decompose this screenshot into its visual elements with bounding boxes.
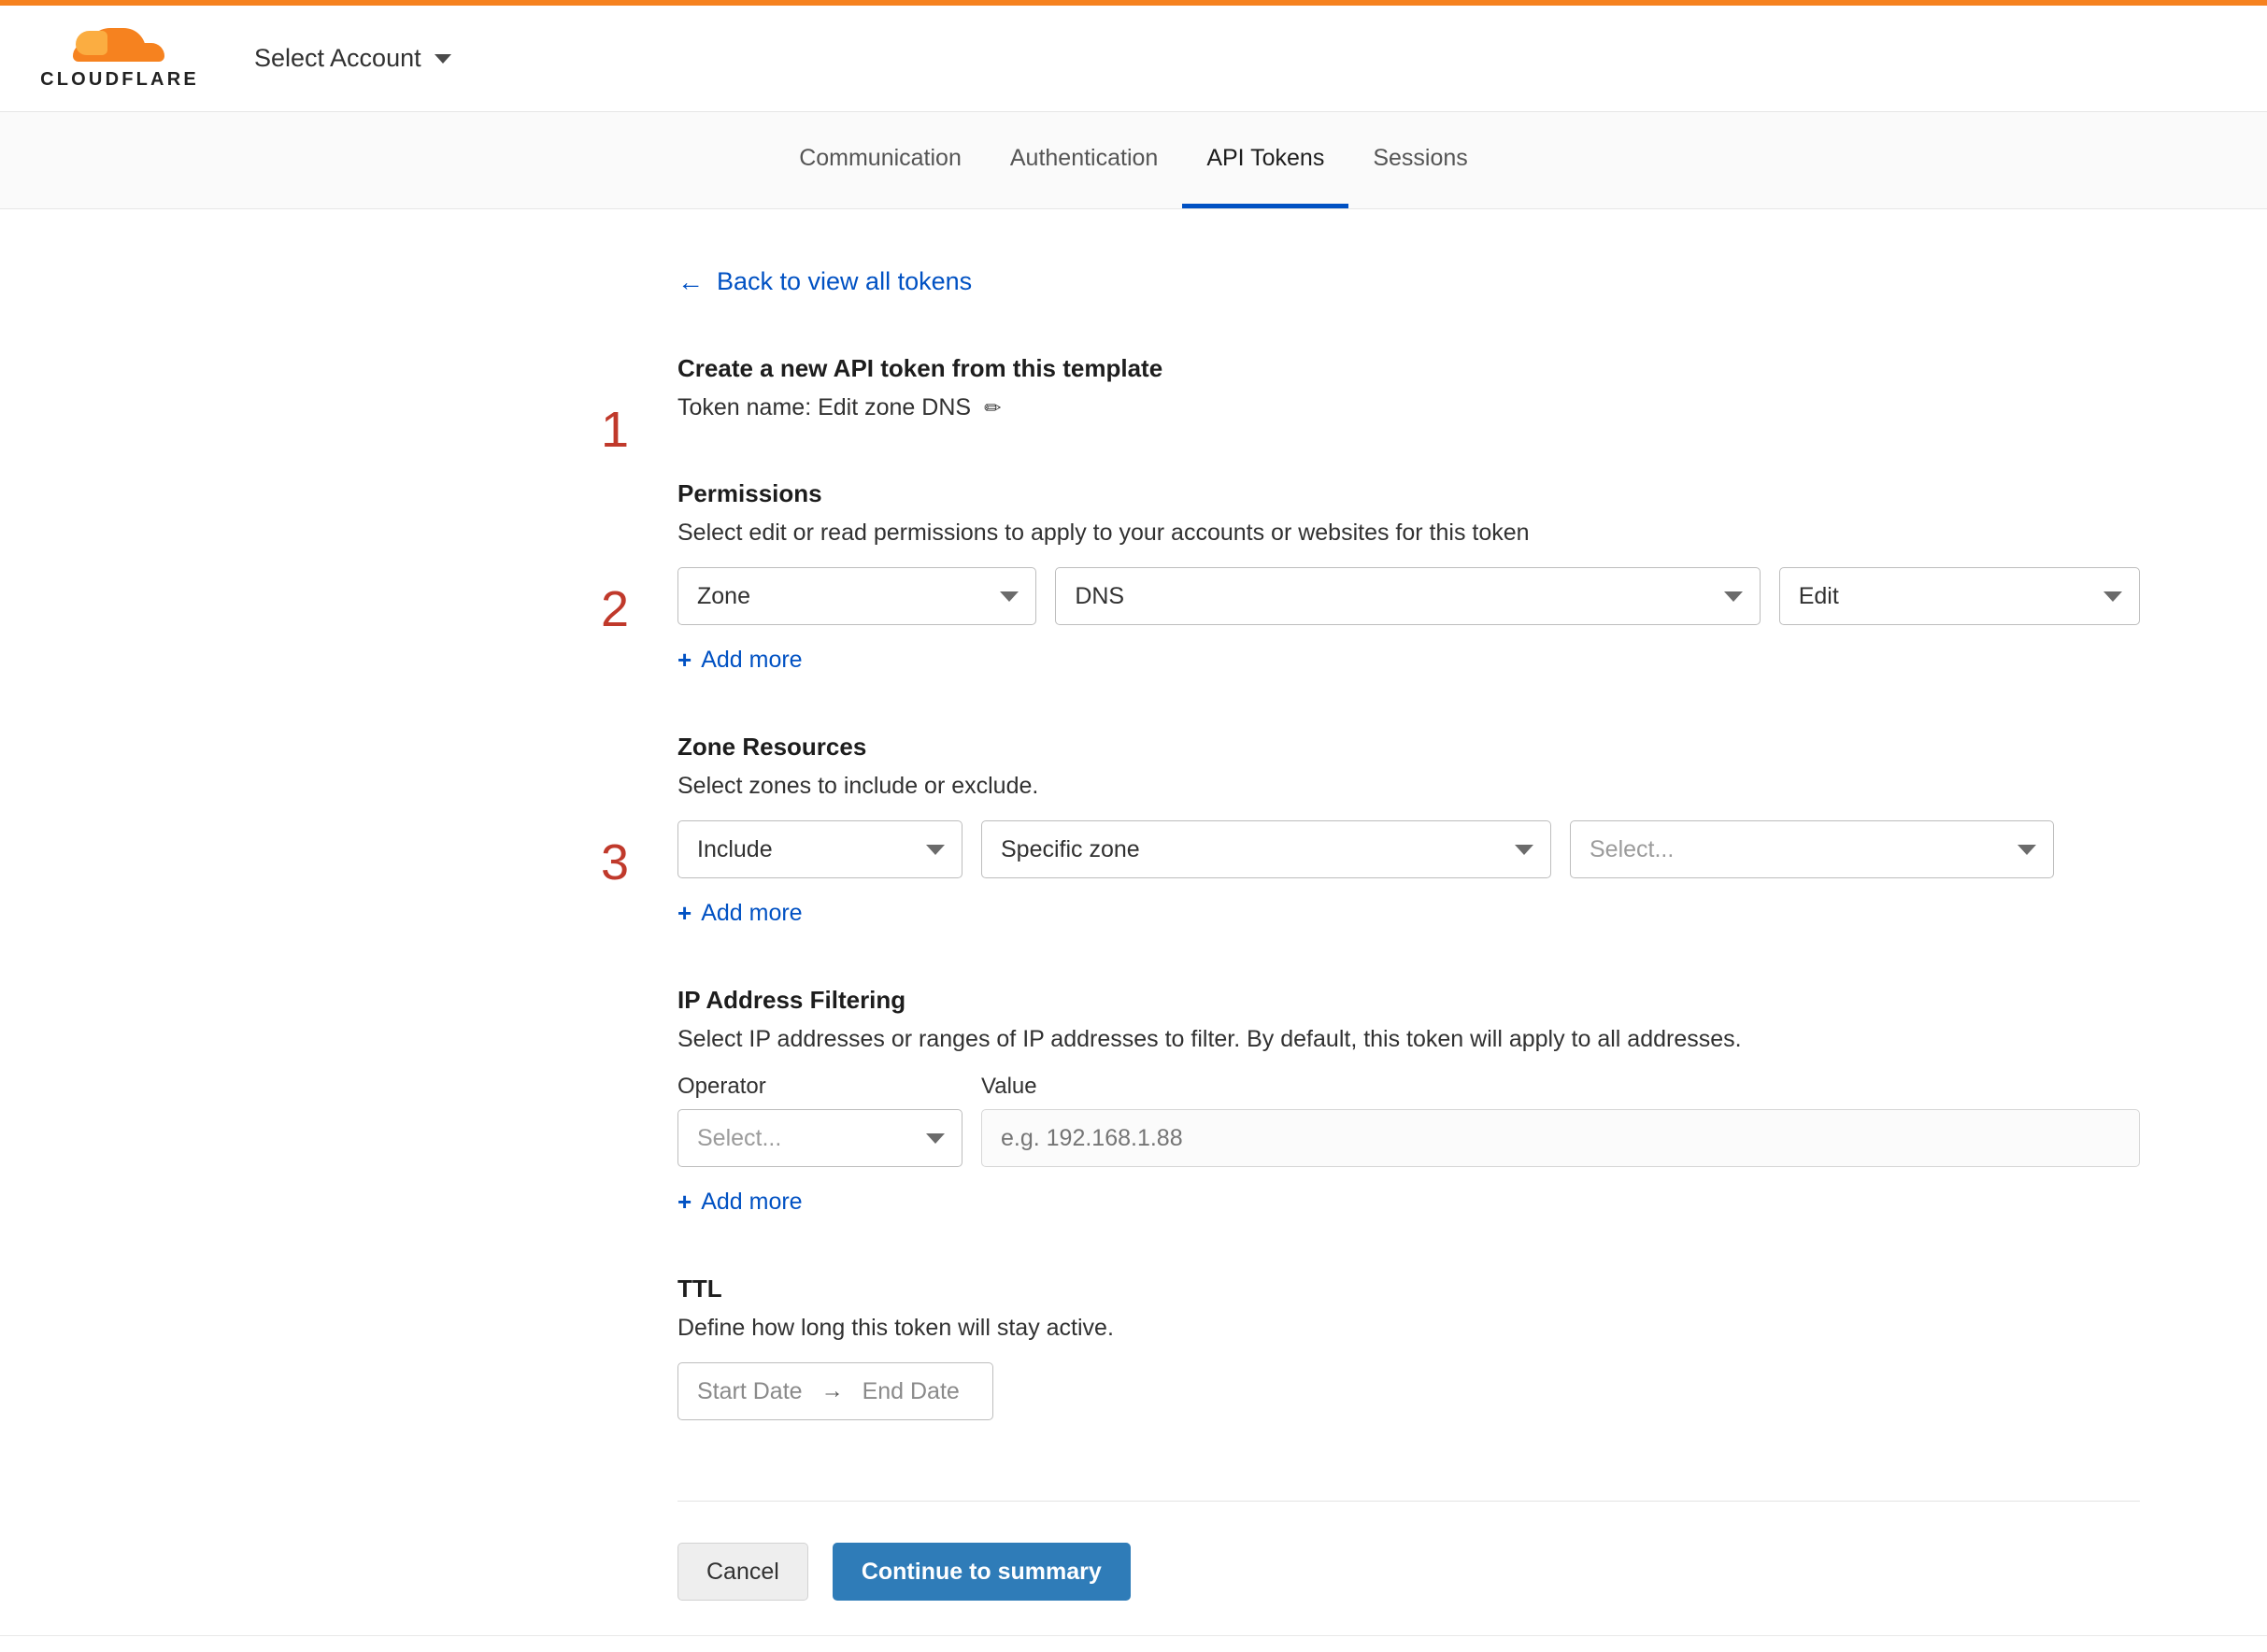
- tab-label: Sessions: [1373, 144, 1468, 171]
- cloud-icon: [71, 26, 168, 65]
- plus-icon: +: [677, 646, 692, 674]
- permission-resource-select[interactable]: [1055, 567, 1760, 625]
- chevron-down-icon: [2017, 845, 2036, 855]
- operator-label: Operator: [677, 1074, 766, 1099]
- tab-authentication[interactable]: [986, 112, 1182, 208]
- zone-resources-row: [677, 820, 2140, 878]
- chevron-down-icon: [435, 54, 451, 64]
- chevron-down-icon: [926, 1133, 945, 1144]
- arrow-left-icon: ←: [677, 266, 704, 296]
- account-selector-label: Select Account: [254, 44, 421, 72]
- nav-tabs: [0, 112, 2267, 209]
- chevron-down-icon: [1515, 845, 1533, 855]
- add-more-label: Add more: [701, 647, 803, 673]
- cancel-button-label: Cancel: [706, 1558, 779, 1585]
- zone-resources-description: Select zones to include or exclude.: [677, 773, 1039, 799]
- ttl-title: TTL: [677, 1275, 722, 1303]
- zone-name-value: Select...: [1590, 835, 1675, 862]
- cancel-button[interactable]: [677, 1543, 808, 1601]
- add-more-label: Add more: [701, 1189, 803, 1215]
- token-name-row: [677, 394, 2140, 421]
- ip-operator-select[interactable]: [677, 1109, 962, 1167]
- ip-operator-value: Select...: [697, 1124, 782, 1151]
- account-selector[interactable]: [254, 44, 451, 73]
- ttl-description: Define how long this token will stay active.: [677, 1315, 1114, 1341]
- main-content: [0, 267, 2267, 1647]
- app-header: [0, 6, 2267, 112]
- value-label: Value: [981, 1074, 1037, 1099]
- arrow-right-icon: →: [820, 1378, 844, 1403]
- page-frame: [0, 6, 2267, 1652]
- zone-type-value: Specific zone: [1001, 835, 1140, 862]
- permission-action-value: Edit: [1798, 582, 1839, 609]
- chevron-down-icon: [2103, 591, 2122, 602]
- zone-include-value: Include: [697, 835, 773, 862]
- ttl-start-date: Start Date: [697, 1377, 803, 1404]
- bottom-strip: [0, 1635, 2267, 1652]
- tab-label: Authentication: [1009, 144, 1159, 171]
- footer-actions: [677, 1543, 2140, 1647]
- permissions-row: [677, 567, 2140, 625]
- ip-value-input[interactable]: [981, 1109, 2140, 1167]
- add-more-label: Add more: [701, 900, 803, 926]
- step-number-3: 3: [601, 834, 630, 890]
- template-title: Create a new API token from this template: [677, 354, 1163, 382]
- permissions-add-more-button[interactable]: [677, 646, 803, 675]
- plus-icon: +: [677, 899, 692, 927]
- ip-filtering-title: IP Address Filtering: [677, 986, 906, 1014]
- continue-button-label: Continue to summary: [861, 1558, 1102, 1585]
- step-number-1: 1: [601, 402, 630, 458]
- footer-divider: [677, 1501, 2140, 1502]
- ip-filtering-description: Select IP addresses or ranges of IP addresses to filter. By default, this token will apply to all addresses.: [677, 1026, 1742, 1052]
- permission-scope-value: Zone: [697, 582, 750, 609]
- ip-filtering-row: [677, 1074, 2140, 1167]
- zone-type-select[interactable]: [981, 820, 1551, 878]
- logo-wordmark: CLOUDFLARE: [40, 69, 199, 90]
- permission-scope-select[interactable]: [677, 567, 1036, 625]
- zone-name-select[interactable]: [1570, 820, 2054, 878]
- pencil-icon[interactable]: ✏: [984, 395, 1002, 420]
- tab-sessions[interactable]: [1348, 112, 1491, 208]
- permissions-title: Permissions: [677, 479, 822, 507]
- cloudflare-logo: [28, 26, 211, 91]
- zone-resources-title: Zone Resources: [677, 733, 867, 761]
- tab-communication[interactable]: [775, 112, 986, 208]
- tab-label: Communication: [799, 144, 962, 171]
- content-column: [601, 266, 2140, 1647]
- plus-icon: +: [677, 1188, 692, 1216]
- zone-include-select[interactable]: [677, 820, 962, 878]
- chevron-down-icon: [1000, 591, 1019, 602]
- zone-resources-add-more-button[interactable]: [677, 899, 803, 928]
- step-number-2: 2: [601, 581, 630, 637]
- continue-to-summary-button[interactable]: [833, 1543, 1131, 1601]
- chevron-down-icon: [1724, 591, 1743, 602]
- permission-action-select[interactable]: [1779, 567, 2140, 625]
- back-to-all-tokens-link[interactable]: [677, 267, 2140, 296]
- ttl-date-range-picker[interactable]: [677, 1362, 993, 1420]
- back-link-label: Back to view all tokens: [717, 267, 973, 295]
- token-name-label: Token name: Edit zone DNS: [677, 394, 972, 420]
- tab-label: API Tokens: [1206, 144, 1325, 171]
- tab-api-tokens[interactable]: [1182, 112, 1348, 208]
- ip-filtering-add-more-button[interactable]: [677, 1188, 803, 1217]
- permissions-description: Select edit or read permissions to apply to your accounts or websites for this token: [677, 520, 1530, 546]
- chevron-down-icon: [926, 845, 945, 855]
- ttl-end-date: End Date: [862, 1377, 960, 1404]
- permission-resource-value: DNS: [1075, 582, 1125, 609]
